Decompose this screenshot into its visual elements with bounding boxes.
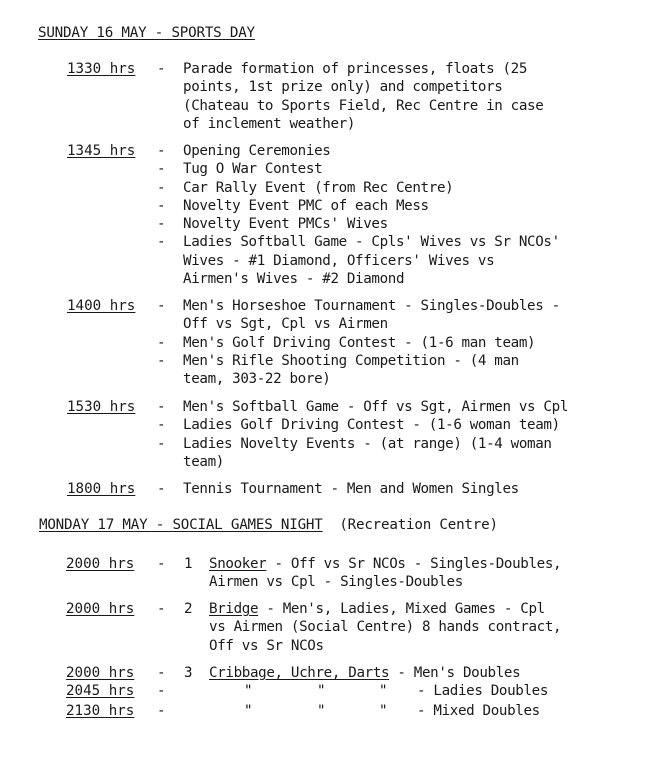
event-text: Ladies Golf Driving Contest - (1-6 woman team) <box>183 417 560 434</box>
ditto-mark: " <box>244 683 253 700</box>
time-label: 2000 hrs <box>66 556 135 572</box>
event-text <box>209 600 545 618</box>
schedule-row <box>0 160 650 178</box>
dash: - <box>157 702 166 719</box>
schedule-row <box>0 215 650 233</box>
schedule-row <box>0 78 650 96</box>
ditto-mark: " <box>379 702 388 719</box>
schedule-group-1530 <box>0 398 650 471</box>
schedule-group-1800 <box>0 480 650 498</box>
dash: - <box>157 683 166 700</box>
time-label: 1530 hrs <box>67 399 136 415</box>
dash: - <box>157 234 166 251</box>
schedule-row <box>0 142 650 160</box>
event-text: Car Rally Event (from Rec Centre) <box>183 179 454 196</box>
schedule-row <box>0 197 650 215</box>
dash: - <box>157 665 166 681</box>
time-label: 2000 hrs <box>66 665 135 681</box>
games-group-snooker <box>0 555 650 592</box>
ditto-mark: " <box>317 683 326 700</box>
event-text: points, 1st prize only) and competitors <box>183 79 503 96</box>
schedule-group-1330 <box>0 60 650 133</box>
game-detail: - Men's, Ladies, Mixed Games - Cpl <box>258 601 545 617</box>
dash: - <box>157 556 166 572</box>
event-text: - Mixed Doubles <box>417 702 540 719</box>
monday-location: (Recreation Centre) <box>339 517 498 533</box>
event-text: Novelty Event PMCs' Wives <box>183 216 388 233</box>
schedule-row <box>0 682 650 702</box>
ditto-mark: " <box>317 702 326 719</box>
schedule-row <box>0 252 650 270</box>
schedule-row <box>0 352 650 370</box>
event-text: Off vs Sr NCOs <box>209 637 324 654</box>
event-text: Wives - #1 Diamond, Officers' Wives vs <box>183 252 495 269</box>
event-text: Airmen's Wives - #2 Diamond <box>183 271 405 288</box>
event-text: Men's Rifle Shooting Competition - (4 man <box>183 352 519 369</box>
event-text: of inclement weather) <box>183 115 356 132</box>
event-text: - Ladies Doubles <box>417 683 549 700</box>
dash: - <box>157 179 166 196</box>
game-name: Cribbage, Uchre, Darts <box>209 665 390 681</box>
schedule-row <box>0 480 650 498</box>
schedule-row <box>0 702 650 720</box>
games-group-bridge <box>0 600 650 655</box>
schedule-row <box>0 334 650 352</box>
event-text: team) <box>183 453 224 470</box>
schedule-row <box>0 398 650 416</box>
event-text: Novelty Event PMC of each Mess <box>183 197 429 214</box>
time-label: 2130 hrs <box>66 702 135 719</box>
game-name: Snooker <box>209 556 267 572</box>
dash: - <box>157 143 166 159</box>
dash: - <box>157 216 166 233</box>
schedule-row <box>0 600 650 618</box>
time-label: 1330 hrs <box>67 61 136 77</box>
item-number: 1 <box>184 556 193 572</box>
schedule-row <box>0 435 650 453</box>
time-label: 1800 hrs <box>67 481 136 497</box>
schedule-row <box>0 179 650 197</box>
event-text: Men's Golf Driving Contest - (1-6 man team) <box>183 334 536 351</box>
schedule-row <box>0 637 650 655</box>
event-text: Ladies Softball Game - Cpls' Wives vs Sr NCOs' <box>183 234 560 251</box>
event-text: (Chateau to Sports Field, Rec Centre in case <box>183 97 544 114</box>
game-name: Bridge <box>209 601 259 617</box>
item-number: 3 <box>184 665 193 681</box>
dash: - <box>157 61 166 77</box>
schedule-row <box>0 97 650 115</box>
event-text: Ladies Novelty Events - (at range) (1-4 woman <box>183 435 552 452</box>
dash: - <box>157 298 166 314</box>
dash: - <box>157 352 166 369</box>
event-text: vs Airmen (Social Centre) 8 hands contract, <box>209 619 562 636</box>
dash: - <box>157 161 166 178</box>
event-text: Men's Horseshoe Tournament - Singles-Doubles - <box>183 298 560 314</box>
schedule-row <box>0 618 650 636</box>
schedule-group-1345 <box>0 142 650 288</box>
event-text: Men's Softball Game - Off vs Sgt, Airmen vs Cpl <box>183 399 569 415</box>
schedule-row <box>0 416 650 434</box>
monday-heading: MONDAY 17 MAY - SOCIAL GAMES NIGHT <box>39 517 323 533</box>
dash: - <box>157 334 166 351</box>
monday-heading-line <box>39 516 498 534</box>
time-label: 2000 hrs <box>66 601 135 617</box>
dash: - <box>157 399 166 415</box>
event-text: Parade formation of princesses, floats (25 <box>183 61 528 77</box>
event-text: team, 303-22 bore) <box>183 371 331 388</box>
schedule-row <box>0 555 650 573</box>
schedule-row <box>0 60 650 78</box>
dash: - <box>157 197 166 214</box>
dash: - <box>157 417 166 434</box>
event-text: Tug O War Contest <box>183 161 323 178</box>
dash: - <box>157 601 166 617</box>
event-text: Airmen vs Cpl - Singles-Doubles <box>209 574 463 591</box>
event-text: Tennis Tournament - Men and Women Singles <box>183 481 519 497</box>
schedule-row <box>0 115 650 133</box>
dash: - <box>157 481 166 497</box>
ditto-mark: " <box>244 702 253 719</box>
event-text: Off vs Sgt, Cpl vs Airmen <box>183 316 388 333</box>
time-label: 1400 hrs <box>67 298 136 314</box>
item-number: 2 <box>184 601 193 617</box>
schedule-row <box>0 453 650 471</box>
schedule-group-1400 <box>0 297 650 388</box>
schedule-row <box>0 664 650 682</box>
dash: - <box>157 435 166 452</box>
schedule-row <box>0 573 650 591</box>
sunday-heading: SUNDAY 16 MAY - SPORTS DAY <box>38 25 255 41</box>
schedule-row <box>0 370 650 388</box>
schedule-row <box>0 233 650 251</box>
time-label: 1345 hrs <box>67 143 136 159</box>
ditto-mark: " <box>379 683 388 700</box>
time-label: 2045 hrs <box>66 683 135 700</box>
schedule-row <box>0 315 650 333</box>
event-text <box>209 555 561 573</box>
schedule-row <box>0 270 650 288</box>
schedule-row <box>0 297 650 315</box>
event-text: Opening Ceremonies <box>183 143 331 159</box>
event-text <box>209 664 520 682</box>
games-group-cribbage <box>0 664 650 720</box>
game-detail: - Men's Doubles <box>389 665 521 681</box>
game-detail: - Off vs Sr NCOs - Singles-Doubles, <box>266 556 562 572</box>
